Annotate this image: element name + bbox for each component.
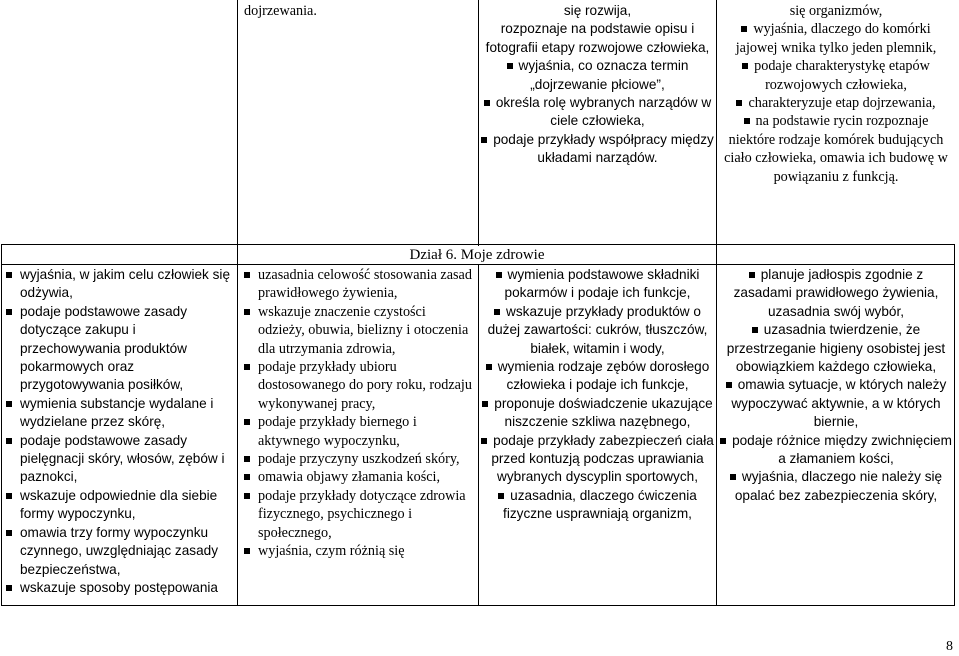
col3-cell bbox=[719, 266, 953, 505]
list-item: charakteryzuje etap dojrzewania, bbox=[719, 94, 953, 112]
list-item: podaje przykłady dotyczące zdrowia fizycznego, psychicznego i społecznego, bbox=[244, 487, 476, 542]
col2-list bbox=[481, 266, 714, 524]
list-item: wyjaśnia, w jakim celu człowiek się odżywia, bbox=[6, 266, 235, 303]
list-item: podaje przykłady biernego i aktywnego wypoczynku, bbox=[244, 413, 476, 450]
list-item: wskazuje przykłady produktów o dużej zawartości: cukrów, tłuszczów, białek, witamin i wody, bbox=[481, 303, 714, 358]
list-item: uzasadnia celowość stosowania zasad prawidłowego żywienia, bbox=[244, 266, 476, 303]
list-item: omawia trzy formy wypoczynku czynnego, uwzględniając zasady bezpieczeństwa, bbox=[6, 524, 235, 579]
list-item: podaje różnice między zwichnięciem a złamaniem kości, bbox=[719, 432, 953, 469]
list-item: na podstawie rycin rozpoznaje niektóre rodzaje komórek budujących ciało człowieka, omawia ich budowę w powiązaniu z funkcją. bbox=[719, 112, 953, 186]
top-col3-list bbox=[719, 2, 953, 186]
list-item: wskazuje odpowiednie dla siebie formy wypoczynku, bbox=[6, 487, 235, 524]
list-item: wyjaśnia, czym różnią się bbox=[244, 542, 476, 560]
top-col1-text: dojrzewania. bbox=[244, 3, 317, 19]
list-item: podaje przykłady zabezpieczeń ciała przed kontuzją podczas uprawiania wybranych dyscyplin sportowych, bbox=[481, 432, 714, 487]
list-item: podaje podstawowe zasady pielęgnacji skóry, włosów, zębów i paznokci, bbox=[6, 432, 235, 487]
list-item: podaje charakterystykę etapów rozwojowych człowieka, bbox=[719, 57, 953, 94]
top-col2-list bbox=[481, 2, 714, 168]
top-col1-cell bbox=[244, 2, 474, 20]
list-item: wymienia substancje wydalane i wydzielane przez skórę, bbox=[6, 395, 235, 432]
list-item: podaje przykłady ubioru dostosowanego do pory roku, rodzaju wykonywanej pracy, bbox=[244, 358, 476, 413]
grid-line bbox=[716, 0, 717, 606]
list-item: uzasadnia, dlaczego ćwiczenia fizyczne usprawniają organizm, bbox=[481, 487, 714, 524]
col2-cell bbox=[481, 266, 714, 524]
list-item: wskazuje znaczenie czystości odzieży, obuwia, bielizny i otoczenia dla utrzymania zdrowia, bbox=[244, 303, 476, 358]
list-item: się rozwija, bbox=[563, 3, 632, 18]
grid-line bbox=[478, 0, 479, 246]
list-item: podaje przykłady współpracy między układami narządów. bbox=[481, 131, 714, 168]
list-item: się organizmów, bbox=[789, 3, 883, 19]
list-item: podaje podstawowe zasady dotyczące zakupu i przechowywania produktów pokarmowych oraz przygotowywania posiłków, bbox=[6, 303, 235, 395]
list-item: wyjaśnia, dlaczego nie należy się opalać bez zabezpieczenia skóry, bbox=[719, 468, 953, 505]
list-item: proponuje doświadczenie ukazujące niszczenie szkliwa nazębnego, bbox=[481, 395, 714, 432]
page-number: 8 bbox=[946, 639, 953, 654]
grid-line bbox=[1, 244, 955, 245]
col1-list bbox=[244, 266, 476, 561]
list-item: wyjaśnia, dlaczego do komórki jajowej wnika tylko jeden plemnik, bbox=[719, 20, 953, 57]
col0-list bbox=[6, 266, 235, 597]
list-item: wymienia podstawowe składniki pokarmów i podaje ich funkcje, bbox=[481, 266, 714, 303]
grid-line bbox=[954, 244, 955, 606]
list-item: uzasadnia twierdzenie, że przestrzeganie higieny osobistej jest obowiązkiem każdego człowieka, bbox=[719, 321, 953, 376]
list-item: określa rolę wybranych narządów w ciele człowieka, bbox=[481, 94, 714, 131]
col3-list bbox=[719, 266, 953, 505]
grid-line bbox=[478, 264, 479, 606]
section-title: Dział 6. Moje zdrowie bbox=[409, 247, 545, 263]
list-item: wymienia rodzaje zębów dorosłego człowieka i podaje ich funkcje, bbox=[481, 358, 714, 395]
list-item: planuje jadłospis zgodnie z zasadami prawidłowego żywienia, uzasadnia swój wybór, bbox=[719, 266, 953, 321]
list-item: wyjaśnia, co oznacza termin „dojrzewanie płciowe”, bbox=[481, 57, 714, 94]
top-col2-cell bbox=[481, 2, 714, 168]
list-item: rozpoznaje na podstawie opisu i fotografii etapy rozwojowe człowieka, bbox=[485, 21, 710, 55]
list-item: omawia sytuacje, w których należy wypoczywać aktywnie, a w których biernie, bbox=[719, 376, 953, 431]
grid-line bbox=[1, 244, 2, 606]
grid-line bbox=[1, 605, 955, 606]
list-item: podaje przyczyny uszkodzeń skóry, bbox=[244, 450, 476, 468]
top-col3-cell bbox=[719, 2, 953, 186]
list-item: wskazuje sposoby postępowania bbox=[6, 579, 235, 597]
list-item: omawia objawy złamania kości, bbox=[244, 468, 476, 486]
col0-cell bbox=[6, 266, 235, 597]
grid-line bbox=[237, 0, 238, 606]
col1-cell bbox=[244, 266, 476, 561]
grid-line bbox=[1, 264, 955, 265]
